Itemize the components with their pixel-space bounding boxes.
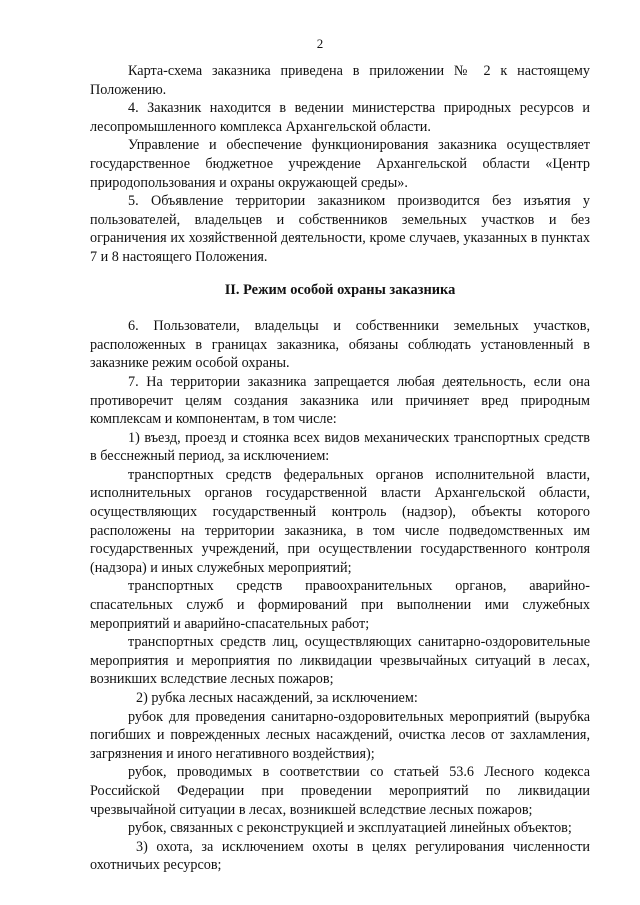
paragraph-item-6: 6. Пользователи, владельцы и собственники земельных участков, расположенных в границах заказника, обязаны соблюдать установленный в заказнике режим особой охраны. [90,318,590,372]
paragraph-subitem-2: 2) рубка лесных насаждений, за исключением: [136,690,418,706]
paragraph-map-scheme: Карта-схема заказника приведена в приложении № 2 к настоящему Положению. [90,63,590,98]
paragraph-subitem-3: 3) охота, за исключением охоты в целях регулирования численности охотничьих ресурсов; [90,838,590,874]
paragraph-exception-sanitary-felling: рубок для проведения санитарно-оздоровительных мероприятий (вырубка погибших и поврежденных лесных насаждений, очистка лесов от захламления, загрязнения и иного негативного воздействия); [90,708,590,762]
paragraph-subitem-1: 1) въезд, проезд и стоянка всех видов механических транспортных средств в бесснежный период, за исключением: [90,429,590,465]
paragraph-exception-law-enforcement-vehicles: транспортных средств правоохранительных органов, аварийно-спасательных служб и формирований при выполнении ими служебных мероприятий и аварийно-спасательных работ; [90,578,590,632]
paragraph-management: Управление и обеспечение функционирования заказника осуществляет государственное бюджетное учреждение Архангельской области «Центр природопользования и охраны окружающей среды». [90,137,590,191]
page-number: 2 [316,36,324,51]
paragraph-item-5: 5. Объявление территории заказником производится без изъятия у пользователей, владельцев и собственников земельных участков и без ограничения их хозяйственной деятельности, кроме случаев, указанных в пунктах 7 и 8 настоящего Положения. [90,193,590,265]
document-body [90,62,590,875]
paragraph-item-4: 4. Заказник находится в ведении министерства природных ресурсов и лесопромышленного комплекса Архангельской области. [90,100,590,135]
paragraph-item-7: 7. На территории заказника запрещается любая деятельность, если она противоречит целям создания заказника или причиняет вред природным комплексам и компонентам, в том числе: [90,373,590,428]
paragraph-exception-sanitary-vehicles: транспортных средств лиц, осуществляющих санитарно-оздоровительные мероприятия и мероприятия по ликвидации чрезвычайных ситуаций в лесах, возникших вследствие лесных пожаров; [90,634,590,688]
paragraph-exception-federal-vehicles: транспортных средств федеральных органов исполнительной власти, исполнительных органов государственной власти Архангельской области, осуществляющих государственный контроль (надзор), объекты которого расположены на территории заказника, в том числе подведомственных им государственных учреждений, при осуществлении государственного контроля (надзора) и иных служебных мероприятий; [90,466,590,576]
section-heading: II. Режим особой охраны заказника [224,281,456,298]
paragraph-exception-fire-felling: рубок, проводимых в соответствии со статьей 53.6 Лесного кодекса Российской Федерации при проведении мероприятий по ликвидации чрезвычайной ситуации в лесах, возникшей вследствие лесных пожаров; [90,764,590,818]
paragraph-exception-linear-objects: рубок, связанных с реконструкцией и эксплуатацией линейных объектов; [128,820,572,837]
